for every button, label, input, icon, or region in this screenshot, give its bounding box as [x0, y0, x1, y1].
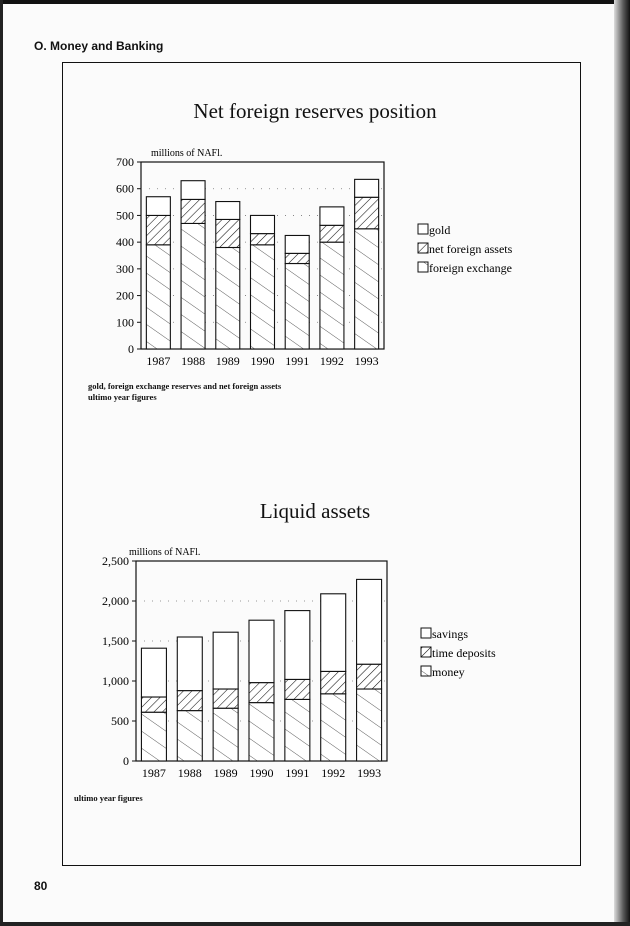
- bar-time-deposits-1990: [249, 683, 274, 703]
- bar-foreign-exchange-1993: [355, 229, 379, 349]
- y-tick-label: 1,000: [102, 674, 129, 688]
- section-header: O. Money and Banking: [34, 39, 164, 53]
- bar-net-foreign-assets-1993: [355, 197, 379, 229]
- x-tick-label: 1989: [215, 354, 240, 368]
- legend-swatch-savings: [421, 628, 431, 638]
- x-tick-label: 1989: [213, 766, 238, 780]
- bar-savings-1993: [357, 579, 382, 664]
- x-tick-label: 1990: [249, 766, 274, 780]
- y-tick-label: 1,500: [102, 634, 129, 648]
- bar-time-deposits-1991: [285, 679, 310, 699]
- bar-net-foreign-assets-1992: [320, 225, 344, 242]
- legend-label-foreign-exchange: foreign exchange: [429, 261, 512, 275]
- y-tick-label: 2,500: [102, 554, 129, 568]
- legend-label-gold: gold: [429, 223, 451, 237]
- x-tick-label: 1991: [285, 354, 310, 368]
- y-tick-label: 700: [116, 155, 134, 169]
- bar-money-1989: [213, 708, 238, 761]
- bar-money-1991: [285, 699, 310, 761]
- chart2-ylabel: millions of NAFl.: [129, 547, 201, 558]
- bar-gold-1993: [355, 179, 379, 197]
- y-tick-label: 2,000: [102, 594, 129, 608]
- bar-money-1993: [357, 689, 382, 761]
- bar-foreign-exchange-1991: [285, 264, 309, 349]
- legend-label-money: money: [432, 665, 465, 679]
- y-tick-label: 100: [116, 315, 134, 330]
- bar-time-deposits-1989: [213, 689, 238, 708]
- x-tick-label: 1988: [181, 354, 206, 368]
- bar-net-foreign-assets-1987: [146, 215, 170, 244]
- legend-swatch-gold: [418, 224, 428, 234]
- bar-net-foreign-assets-1988: [181, 199, 205, 223]
- bar-net-foreign-assets-1991: [285, 253, 309, 263]
- legend-label-net-foreign-assets: net foreign assets: [429, 242, 513, 256]
- bar-foreign-exchange-1987: [146, 245, 170, 349]
- legend-label-time-deposits: time deposits: [432, 646, 496, 660]
- y-tick-label: 600: [116, 181, 134, 196]
- bar-gold-1990: [251, 215, 275, 233]
- bar-savings-1990: [249, 620, 274, 682]
- bar-savings-1991: [285, 611, 310, 680]
- x-tick-label: 1987: [146, 354, 171, 368]
- bar-gold-1991: [285, 235, 309, 253]
- bar-time-deposits-1993: [357, 664, 382, 689]
- y-tick-label: 0: [123, 754, 129, 768]
- page-number: 80: [34, 879, 48, 893]
- bar-savings-1988: [177, 637, 202, 691]
- chart2-note-1: ultimo year figures: [74, 793, 143, 803]
- legend-swatch-foreign-exchange: [418, 262, 428, 272]
- y-tick-label: 400: [116, 235, 134, 250]
- bar-gold-1987: [146, 197, 170, 216]
- bar-net-foreign-assets-1989: [216, 219, 240, 247]
- legend-swatch-net-foreign-assets: [418, 243, 428, 253]
- bar-money-1992: [321, 694, 346, 761]
- legend-swatch-money: [421, 666, 431, 676]
- bar-gold-1992: [320, 207, 344, 225]
- bar-savings-1992: [321, 594, 346, 672]
- x-tick-label: 1992: [319, 354, 344, 368]
- bar-net-foreign-assets-1990: [251, 234, 275, 245]
- y-tick-label: 500: [111, 714, 129, 728]
- bar-time-deposits-1988: [177, 691, 202, 711]
- bar-time-deposits-1992: [321, 671, 346, 693]
- x-tick-label: 1990: [250, 354, 275, 368]
- y-tick-label: 500: [116, 208, 134, 223]
- chart1-note-1: gold, foreign exchange reserves and net foreign assets: [88, 381, 282, 391]
- y-tick-label: 300: [116, 261, 134, 276]
- x-tick-label: 1987: [141, 766, 166, 780]
- bar-savings-1989: [213, 632, 238, 689]
- bar-foreign-exchange-1992: [320, 242, 344, 349]
- chart2-title: Liquid assets: [259, 499, 371, 523]
- bar-time-deposits-1987: [141, 697, 166, 712]
- bar-gold-1989: [216, 202, 240, 220]
- bar-foreign-exchange-1990: [251, 245, 275, 349]
- bar-money-1990: [249, 703, 274, 761]
- bar-foreign-exchange-1988: [181, 223, 205, 349]
- legend-swatch-time-deposits: [421, 647, 431, 657]
- x-tick-label: 1988: [177, 766, 202, 780]
- y-tick-label: 0: [128, 342, 134, 356]
- legend-label-savings: savings: [432, 627, 468, 641]
- x-tick-label: 1991: [285, 766, 310, 780]
- y-tick-label: 200: [116, 288, 134, 303]
- bar-foreign-exchange-1989: [216, 247, 240, 349]
- chart1-note-2: ultimo year figures: [88, 392, 157, 402]
- bar-savings-1987: [141, 648, 166, 697]
- x-tick-label: 1993: [357, 766, 382, 780]
- bar-gold-1988: [181, 181, 205, 200]
- bar-money-1988: [177, 711, 202, 761]
- x-tick-label: 1992: [321, 766, 346, 780]
- x-tick-label: 1993: [354, 354, 379, 368]
- bar-money-1987: [141, 712, 166, 761]
- chart1-title: Net foreign reserves position: [193, 99, 437, 123]
- chart1-ylabel: millions of NAFl.: [151, 148, 223, 159]
